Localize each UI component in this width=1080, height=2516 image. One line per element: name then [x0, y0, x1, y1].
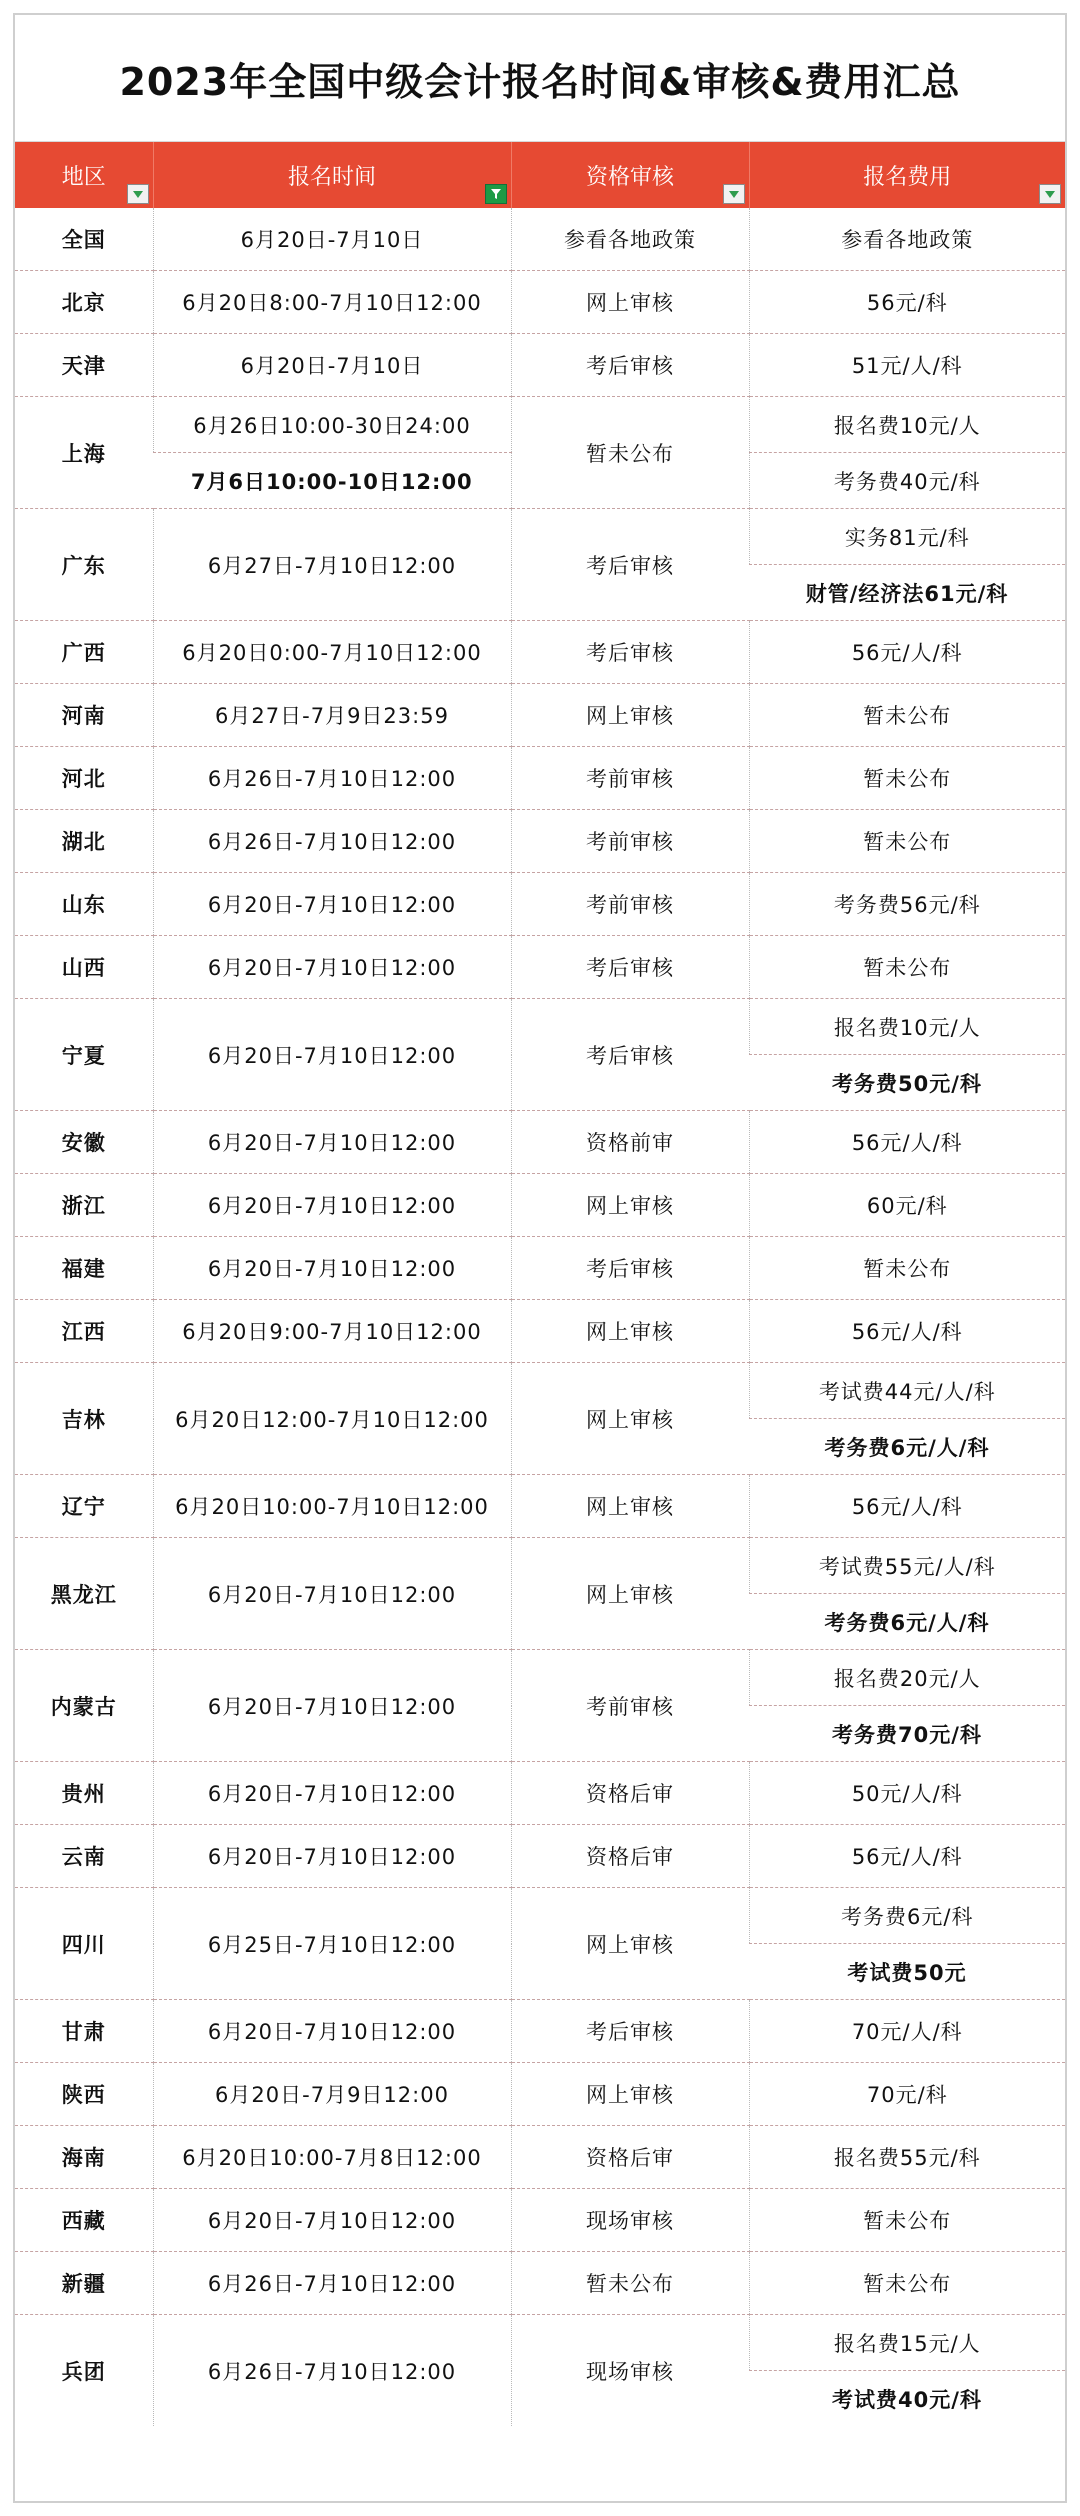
review-cell: 现场审核	[511, 2315, 749, 2427]
region-cell: 浙江	[15, 1174, 153, 1237]
review-cell: 考后审核	[511, 999, 749, 1111]
region-cell: 福建	[15, 1237, 153, 1300]
column-header-label: 资格审核	[585, 164, 674, 190]
time-cell: 6月20日-7月9日12:00	[153, 2063, 511, 2126]
filter-active-icon[interactable]	[485, 184, 507, 204]
table-row	[15, 936, 1065, 999]
review-cell: 考前审核	[511, 747, 749, 810]
region-cell: 安徽	[15, 1111, 153, 1174]
review-cell: 资格后审	[511, 1825, 749, 1888]
time-cell: 6月20日8:00-7月10日12:00	[153, 271, 511, 334]
fee-cell: 财管/经济法61元/科	[749, 565, 1065, 621]
table-row	[15, 1538, 1065, 1594]
table-row	[15, 1825, 1065, 1888]
summary-table	[15, 142, 1065, 2426]
fee-cell: 考务费70元/科	[749, 1706, 1065, 1762]
time-cell: 6月20日-7月10日12:00	[153, 1237, 511, 1300]
table-row	[15, 1174, 1065, 1237]
fee-cell: 暂未公布	[749, 747, 1065, 810]
table-row	[15, 1237, 1065, 1300]
column-header-region	[15, 142, 153, 208]
review-cell: 网上审核	[511, 1363, 749, 1475]
review-cell: 考后审核	[511, 509, 749, 621]
table-row	[15, 2315, 1065, 2371]
table-row	[15, 509, 1065, 565]
fee-cell: 报名费10元/人	[749, 397, 1065, 453]
fee-cell: 56元/科	[749, 271, 1065, 334]
fee-cell: 暂未公布	[749, 1237, 1065, 1300]
review-cell: 考后审核	[511, 334, 749, 397]
fee-cell: 报名费20元/人	[749, 1650, 1065, 1706]
region-cell: 河南	[15, 684, 153, 747]
table-row	[15, 208, 1065, 271]
review-cell: 现场审核	[511, 2189, 749, 2252]
time-cell: 6月20日-7月10日12:00	[153, 936, 511, 999]
region-cell: 贵州	[15, 1762, 153, 1825]
time-cell: 6月20日-7月10日12:00	[153, 2189, 511, 2252]
region-cell: 江西	[15, 1300, 153, 1363]
region-cell: 山西	[15, 936, 153, 999]
time-cell: 6月27日-7月10日12:00	[153, 509, 511, 621]
time-cell: 6月20日-7月10日12:00	[153, 999, 511, 1111]
time-cell: 6月20日-7月10日12:00	[153, 2000, 511, 2063]
review-cell: 资格后审	[511, 1762, 749, 1825]
fee-cell: 暂未公布	[749, 2189, 1065, 2252]
fee-cell: 报名费55元/科	[749, 2126, 1065, 2189]
region-cell: 辽宁	[15, 1475, 153, 1538]
region-cell: 北京	[15, 271, 153, 334]
review-cell: 考后审核	[511, 621, 749, 684]
table-row	[15, 2000, 1065, 2063]
table-row	[15, 1650, 1065, 1706]
region-cell: 内蒙古	[15, 1650, 153, 1762]
fee-cell: 考务费6元/人/科	[749, 1419, 1065, 1475]
time-cell: 6月20日12:00-7月10日12:00	[153, 1363, 511, 1475]
region-cell: 河北	[15, 747, 153, 810]
review-cell: 网上审核	[511, 1475, 749, 1538]
fee-cell: 考试费40元/科	[749, 2371, 1065, 2427]
fee-cell: 50元/人/科	[749, 1762, 1065, 1825]
filter-dropdown-icon[interactable]	[723, 184, 745, 204]
fee-cell: 56元/人/科	[749, 621, 1065, 684]
fee-cell: 70元/人/科	[749, 2000, 1065, 2063]
spreadsheet	[13, 13, 1067, 2503]
table-row	[15, 1475, 1065, 1538]
column-header-review	[511, 142, 749, 208]
table-row	[15, 2126, 1065, 2189]
review-cell: 网上审核	[511, 2063, 749, 2126]
region-cell: 山东	[15, 873, 153, 936]
filter-dropdown-icon[interactable]	[1039, 184, 1061, 204]
region-cell: 西藏	[15, 2189, 153, 2252]
time-cell: 6月20日9:00-7月10日12:00	[153, 1300, 511, 1363]
fee-cell: 51元/人/科	[749, 334, 1065, 397]
table-row	[15, 334, 1065, 397]
table-row	[15, 621, 1065, 684]
fee-cell: 60元/科	[749, 1174, 1065, 1237]
fee-cell: 56元/人/科	[749, 1111, 1065, 1174]
region-cell: 吉林	[15, 1363, 153, 1475]
region-cell: 新疆	[15, 2252, 153, 2315]
review-cell: 考后审核	[511, 1237, 749, 1300]
page-title: 2023年全国中级会计报名时间&审核&费用汇总	[15, 15, 1065, 142]
fee-cell: 考试费50元	[749, 1944, 1065, 2000]
time-cell: 6月26日10:00-30日24:00	[153, 397, 511, 453]
region-cell: 上海	[15, 397, 153, 509]
fee-cell: 暂未公布	[749, 810, 1065, 873]
review-cell: 考后审核	[511, 936, 749, 999]
fee-cell: 56元/人/科	[749, 1825, 1065, 1888]
time-cell: 6月20日-7月10日	[153, 334, 511, 397]
review-cell: 网上审核	[511, 684, 749, 747]
table-row	[15, 1888, 1065, 1944]
time-cell: 6月25日-7月10日12:00	[153, 1888, 511, 2000]
review-cell: 网上审核	[511, 1300, 749, 1363]
review-cell: 暂未公布	[511, 397, 749, 509]
time-cell: 6月20日0:00-7月10日12:00	[153, 621, 511, 684]
time-cell: 6月20日-7月10日12:00	[153, 1174, 511, 1237]
fee-cell: 56元/人/科	[749, 1475, 1065, 1538]
time-cell: 6月20日-7月10日	[153, 208, 511, 271]
region-cell: 云南	[15, 1825, 153, 1888]
time-cell: 6月27日-7月9日23:59	[153, 684, 511, 747]
fee-cell: 报名费10元/人	[749, 999, 1065, 1055]
region-cell: 陕西	[15, 2063, 153, 2126]
fee-cell: 考务费6元/科	[749, 1888, 1065, 1944]
review-cell: 参看各地政策	[511, 208, 749, 271]
table-row	[15, 2189, 1065, 2252]
fee-cell: 参看各地政策	[749, 208, 1065, 271]
fee-cell: 56元/人/科	[749, 1300, 1065, 1363]
region-cell: 海南	[15, 2126, 153, 2189]
table-row	[15, 873, 1065, 936]
review-cell: 考后审核	[511, 2000, 749, 2063]
fee-cell: 考务费56元/科	[749, 873, 1065, 936]
review-cell: 考前审核	[511, 1650, 749, 1762]
fee-cell: 考务费50元/科	[749, 1055, 1065, 1111]
column-header-label: 报名费用	[863, 164, 952, 190]
time-cell: 6月20日-7月10日12:00	[153, 1825, 511, 1888]
region-cell: 黑龙江	[15, 1538, 153, 1650]
review-cell: 考前审核	[511, 873, 749, 936]
fee-cell: 暂未公布	[749, 684, 1065, 747]
table-row	[15, 271, 1065, 334]
review-cell: 网上审核	[511, 1888, 749, 2000]
region-cell: 天津	[15, 334, 153, 397]
fee-cell: 70元/科	[749, 2063, 1065, 2126]
table-row	[15, 1111, 1065, 1174]
table-row	[15, 1363, 1065, 1419]
fee-cell: 报名费15元/人	[749, 2315, 1065, 2371]
column-header-label: 地区	[61, 164, 106, 190]
fee-cell: 考务费40元/科	[749, 453, 1065, 509]
table-row	[15, 810, 1065, 873]
region-cell: 广东	[15, 509, 153, 621]
region-cell: 甘肃	[15, 2000, 153, 2063]
fee-cell: 考试费44元/人/科	[749, 1363, 1065, 1419]
time-cell: 6月20日-7月10日12:00	[153, 1111, 511, 1174]
time-cell: 6月20日-7月10日12:00	[153, 1650, 511, 1762]
column-header-label: 报名时间	[287, 164, 376, 190]
region-cell: 宁夏	[15, 999, 153, 1111]
region-cell: 兵团	[15, 2315, 153, 2427]
time-cell: 6月20日-7月10日12:00	[153, 873, 511, 936]
review-cell: 考前审核	[511, 810, 749, 873]
review-cell: 暂未公布	[511, 2252, 749, 2315]
time-cell: 6月26日-7月10日12:00	[153, 2252, 511, 2315]
time-cell: 6月20日-7月10日12:00	[153, 1762, 511, 1825]
time-cell: 6月26日-7月10日12:00	[153, 810, 511, 873]
fee-cell: 考试费55元/人/科	[749, 1538, 1065, 1594]
table-row	[15, 684, 1065, 747]
fee-cell: 暂未公布	[749, 936, 1065, 999]
review-cell: 网上审核	[511, 1538, 749, 1650]
table-row	[15, 2063, 1065, 2126]
table-row	[15, 397, 1065, 453]
table-row	[15, 999, 1065, 1055]
filter-dropdown-icon[interactable]	[127, 184, 149, 204]
review-cell: 资格后审	[511, 2126, 749, 2189]
fee-cell: 考务费6元/人/科	[749, 1594, 1065, 1650]
fee-cell: 暂未公布	[749, 2252, 1065, 2315]
review-cell: 网上审核	[511, 271, 749, 334]
table-body	[15, 208, 1065, 2426]
column-header-fee	[749, 142, 1065, 208]
review-cell: 资格前审	[511, 1111, 749, 1174]
time-cell: 6月20日-7月10日12:00	[153, 1538, 511, 1650]
region-cell: 广西	[15, 621, 153, 684]
column-header-time	[153, 142, 511, 208]
time-cell: 7月6日10:00-10日12:00	[153, 453, 511, 509]
review-cell: 网上审核	[511, 1174, 749, 1237]
time-cell: 6月26日-7月10日12:00	[153, 2315, 511, 2427]
region-cell: 全国	[61, 228, 106, 252]
fee-cell: 实务81元/科	[749, 509, 1065, 565]
time-cell: 6月20日10:00-7月8日12:00	[153, 2126, 511, 2189]
time-cell: 6月26日-7月10日12:00	[153, 747, 511, 810]
table-row	[15, 1300, 1065, 1363]
table-row	[15, 747, 1065, 810]
region-cell: 湖北	[15, 810, 153, 873]
header-row	[15, 142, 1065, 208]
table-row	[15, 1762, 1065, 1825]
region-cell: 四川	[15, 1888, 153, 2000]
time-cell: 6月20日10:00-7月10日12:00	[153, 1475, 511, 1538]
table-row	[15, 2252, 1065, 2315]
